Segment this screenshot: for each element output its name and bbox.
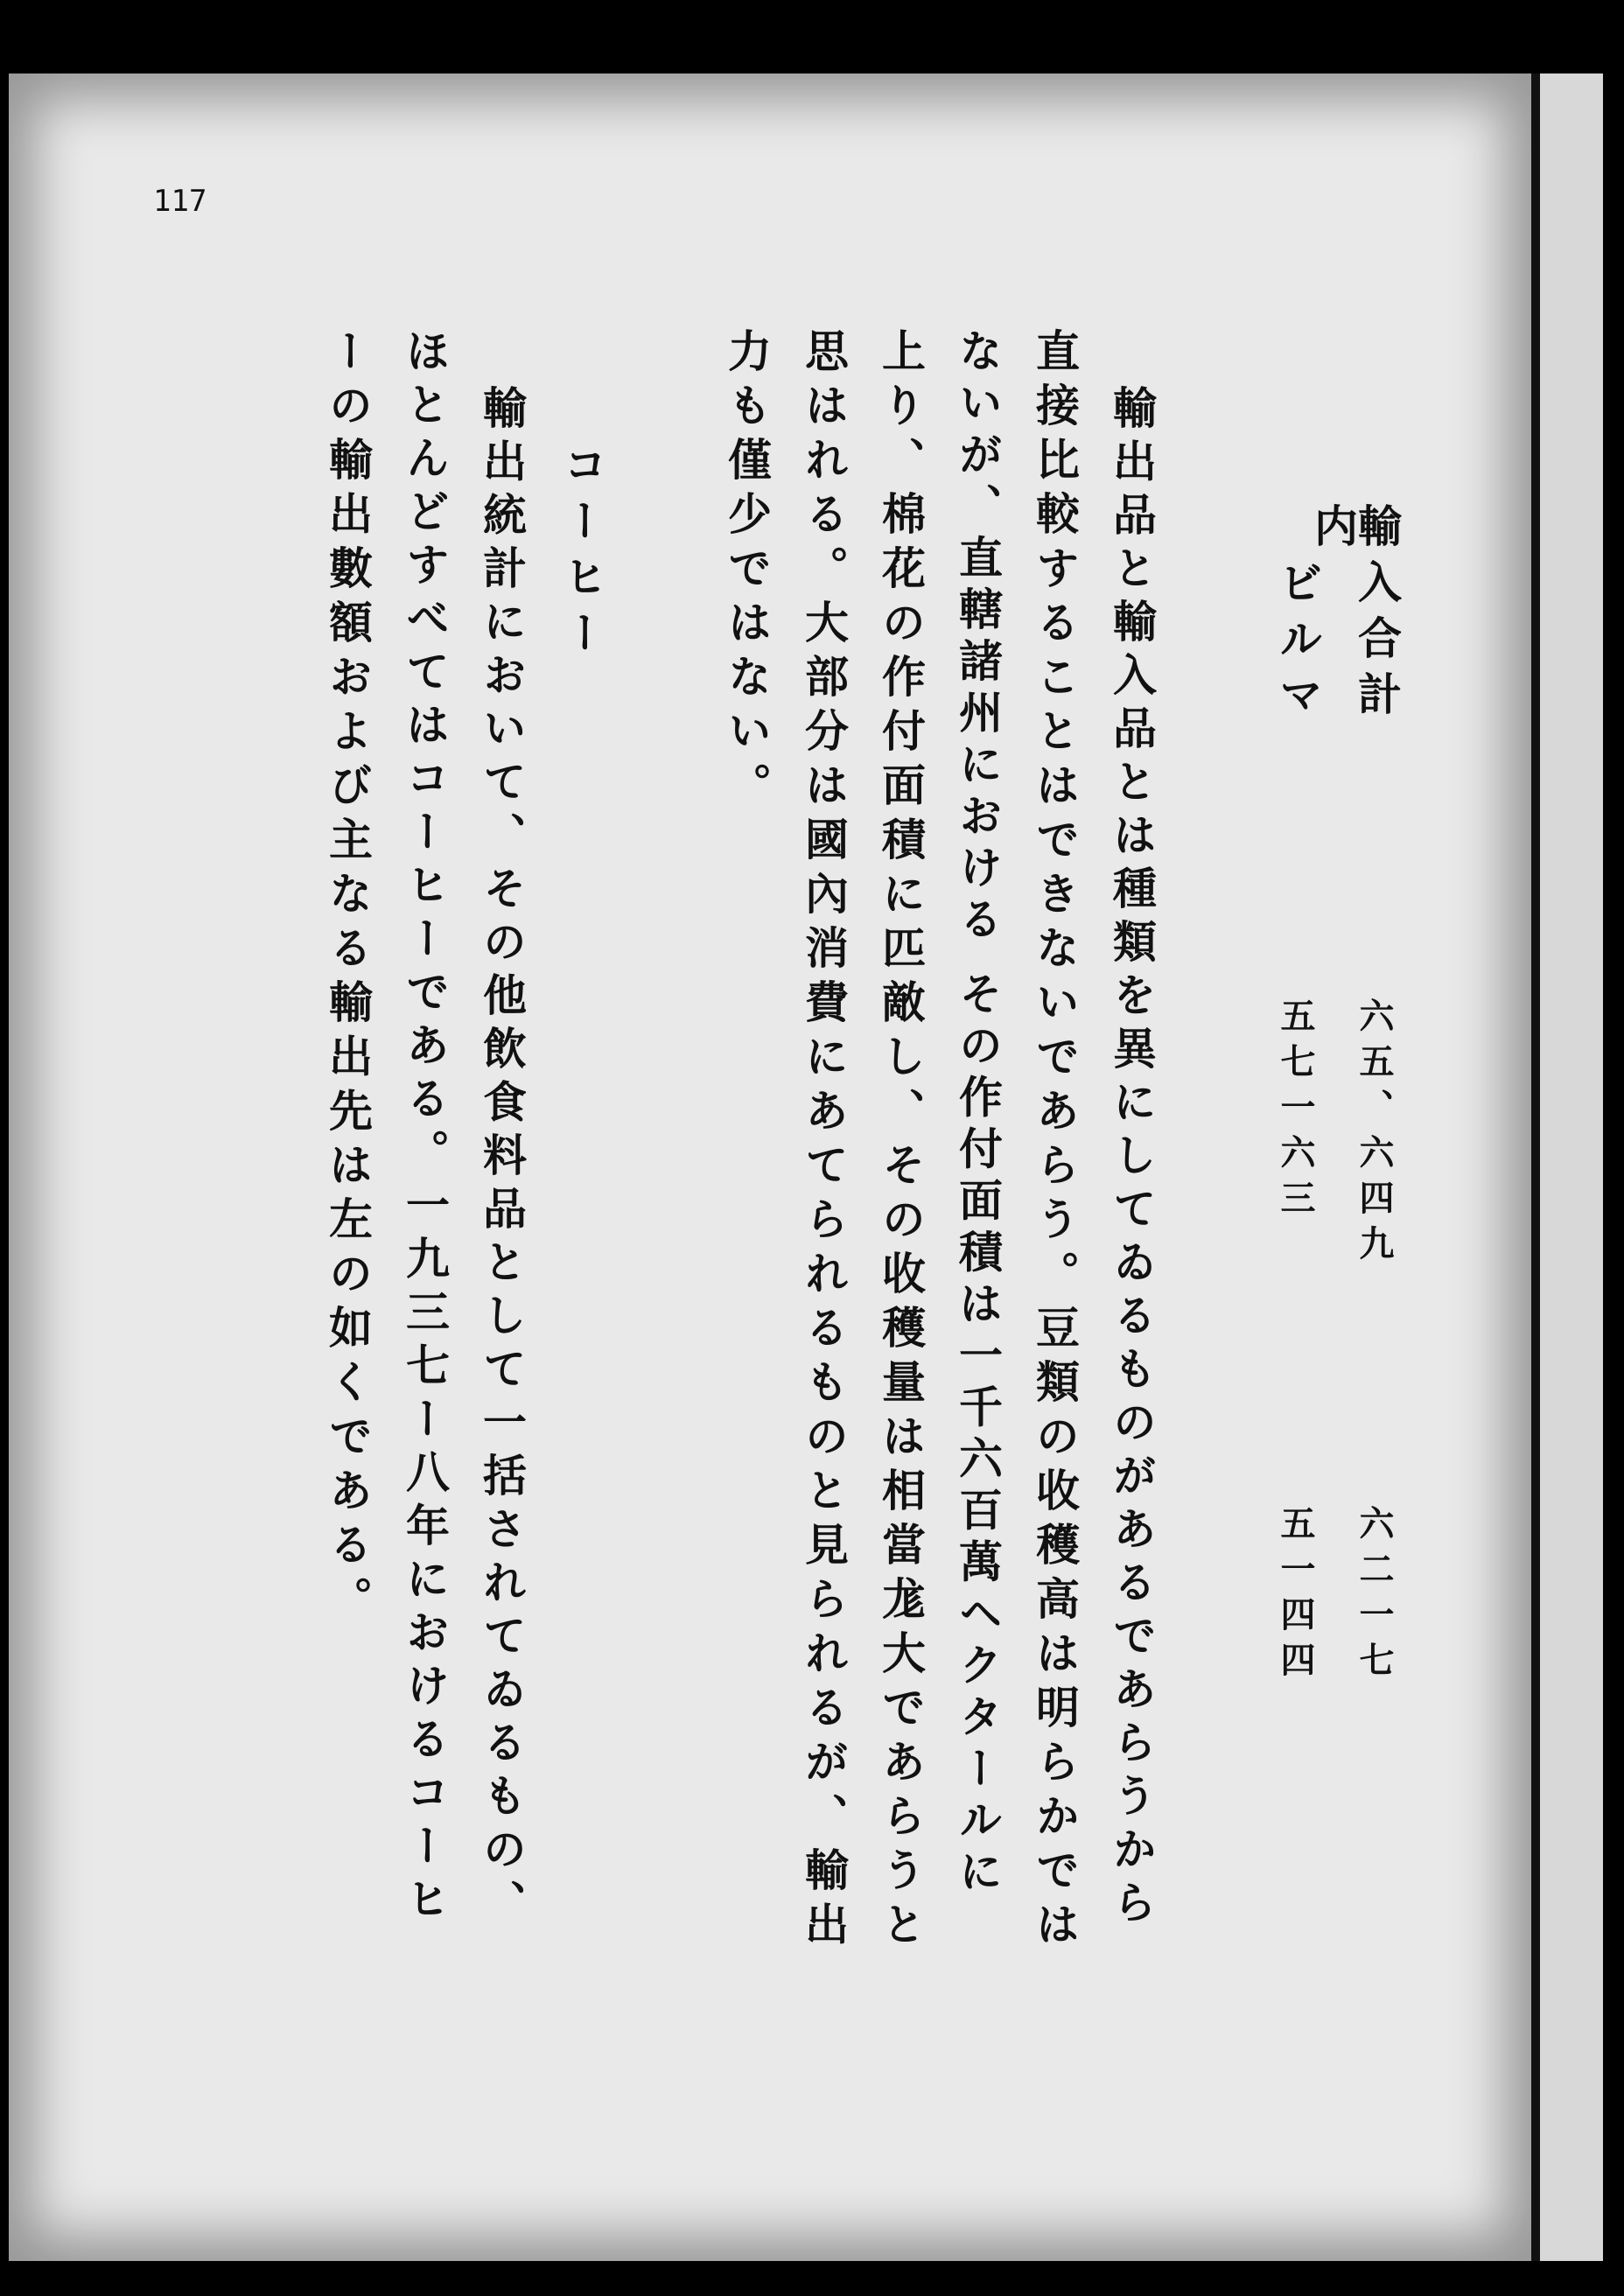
page-edge-line	[1531, 74, 1540, 2261]
table-row2-col2: 五一四四	[1275, 1505, 1316, 1687]
page-number: 117	[153, 184, 207, 219]
paragraph1-line4: 上り、棉花の作付面積に匹敵し、その收穫量は相當尨大であらうと	[875, 328, 927, 1956]
table-row2-col1: 五七一六三	[1275, 998, 1316, 1225]
section-heading: コーヒー	[556, 442, 608, 666]
paragraph2-line2: ほとんどすべてはコーヒーである。一九三七ー八年におけるコーヒ	[399, 328, 451, 1929]
table-row2-prefix: 内	[1307, 503, 1359, 559]
paragraph2-line3: ーの輸出數額および主なる輸出先は左の如くである。	[322, 328, 374, 1630]
table-row1-col2: 六二一七	[1354, 1505, 1395, 1687]
paragraph2-line1: 輸出統計において、その他飲食料品として一括されてゐるもの、	[476, 385, 528, 1933]
paragraph1-line6: 力も僅少ではない。	[721, 328, 773, 816]
paragraph1-line2: 直接比較することはできないであらう。豆類の收穫高は明らかでは	[1029, 328, 1081, 1956]
paragraph1-line5: 思はれる。大部分は國內消費にあてられるものと見られるが、輸出	[798, 328, 850, 1956]
table-row1-label: 輸入合計	[1351, 503, 1403, 727]
paragraph1-line1: 輸出品と輸入品とは種類を異にしてゐるものがあるであらうから	[1106, 385, 1158, 1933]
page-edge	[1531, 74, 1603, 2261]
paragraph1-line3: ないが、直轄諸州における その作付面積は一千六百萬ヘクタールに	[952, 328, 1004, 1900]
table-row1-col1: 六五、六四九	[1354, 998, 1395, 1270]
table-row2-label: ビルマ	[1272, 560, 1324, 728]
